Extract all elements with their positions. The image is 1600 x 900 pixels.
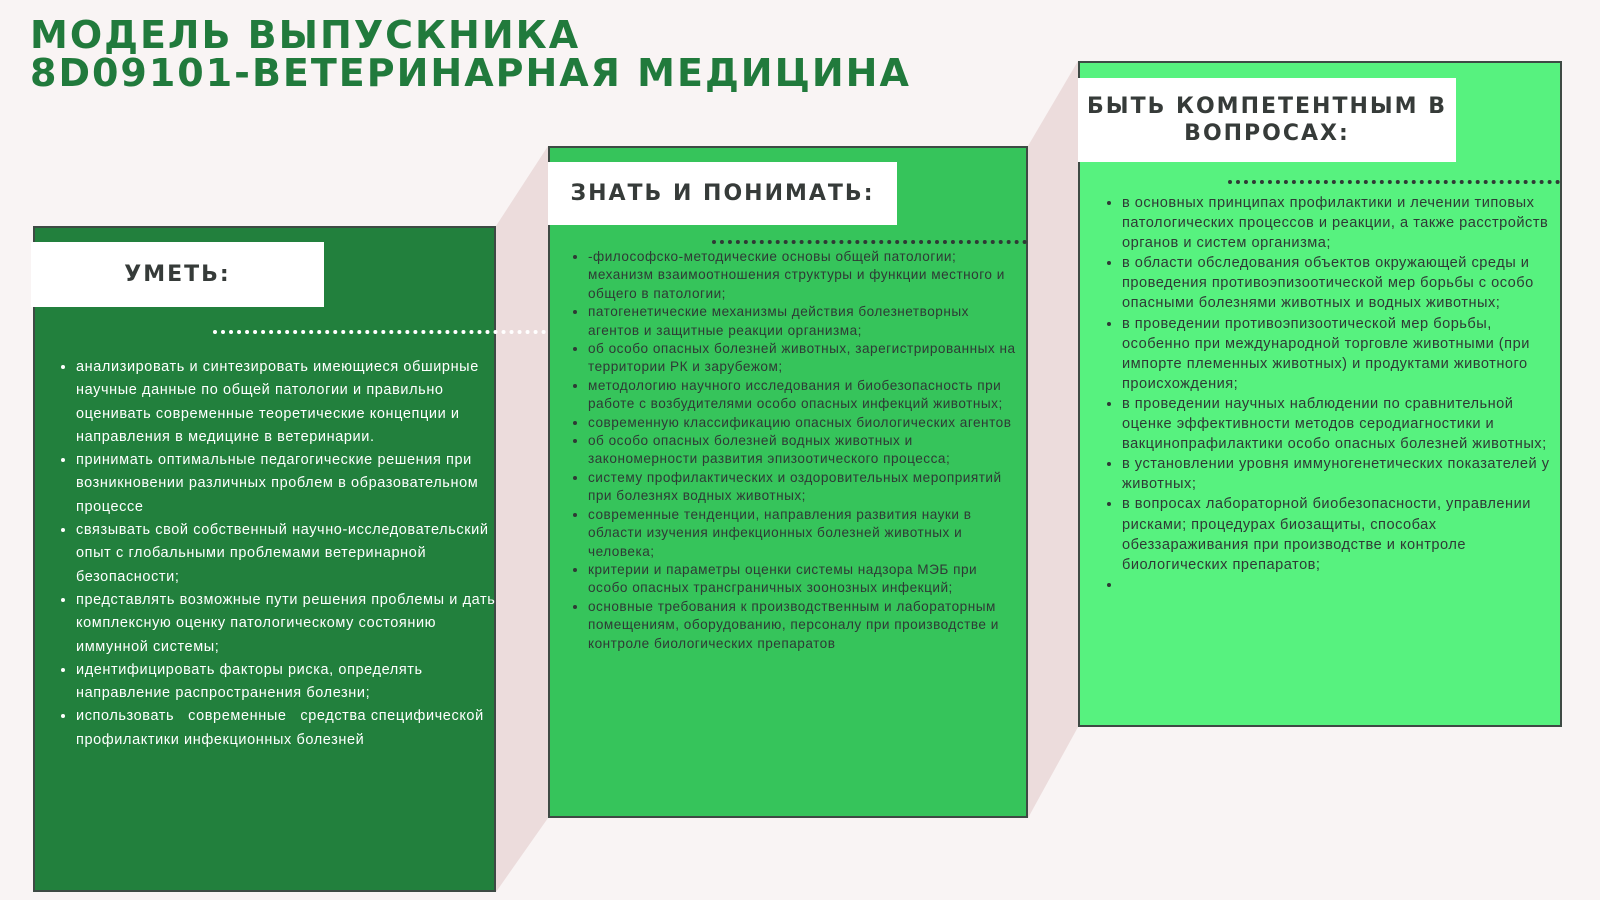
panel-skills-label: УМЕТЬ: (31, 242, 324, 307)
list-item: • -философско-методические основы общей патологии; механизм взаимоотношения структуры и функции местного и общего в патологии; (588, 248, 1018, 303)
dotted-divider (213, 330, 546, 334)
competence-list (1104, 193, 1562, 595)
list-item: • в основных принципах профилактики и лечении типовых патологических процессов и реакции, а также расстройств органов и систем организма; (1122, 193, 1562, 253)
panel-knowledge-label: ЗНАТЬ И ПОНИМАТЬ: (548, 162, 897, 225)
title-line-2: 8D09101-ВЕТЕРИНАРНАЯ МЕДИЦИНА (30, 51, 911, 95)
list-item: • патогенетические механизмы действия болезнетворных агентов и защитные реакции организма; (588, 303, 1018, 340)
list-item (1122, 575, 1562, 595)
list-item: • представлять возможные пути решения проблемы и дать комплексную оценку патологическому состоянию иммунной системы; (76, 589, 506, 659)
connector-2-3 (1028, 61, 1078, 818)
list-item: • анализировать и синтезировать имеющиеся обширные научные данные по общей патологии и правильно оценивать современные теоретические концепции и направления в медицине в ветеринарии. (76, 356, 506, 449)
list-item: • в вопросах лабораторной биобезопасности, управлении рисками; процедурах биозащиты, способах обеззараживания при производстве и контроле биологических препаратов; (1122, 494, 1562, 574)
dotted-divider (1228, 180, 1560, 184)
list-item: • идентифицировать факторы риска, определять направление распространения болезни; (76, 659, 506, 706)
dotted-divider (712, 240, 1027, 244)
list-item: • в установлении уровня иммуногенетических показателей у животных; (1122, 454, 1562, 494)
list-item: • об особо опасных болезней водных животных и закономерности развития эпизоотического процесса; (588, 432, 1018, 469)
list-item: • современные тенденции, направления развития науки в области изучения инфекционных болезней животных и человека; (588, 506, 1018, 561)
list-item: • принимать оптимальные педагогические решения при возникновении различных проблем в образовательном процессе (76, 449, 506, 519)
list-item: • основные требования к производственным и лабораторным помещениям, оборудованию, персоналу при производстве и контроле биологических препаратов (588, 598, 1018, 653)
list-item: • об особо опасных болезней животных, зарегистрированных на территории РК и зарубежом; (588, 340, 1018, 377)
knowledge-list (570, 248, 1018, 653)
list-item: • в области обследования объектов окружающей среды и проведения противоэпизоотической мер борьбы с особо опасными болезнями животных и водных животных; (1122, 253, 1562, 313)
page-title (30, 13, 911, 95)
list-item: • связывать свой собственный научно-исследовательский опыт с глобальными проблемами ветеринарной безопасности; (76, 519, 506, 589)
panel-competence-label: БЫТЬ КОМПЕТЕНТНЫМ В ВОПРОСАХ: (1078, 78, 1456, 162)
list-item: • в проведении противоэпизоотической мер борьбы, особенно при международной торговле животными (при импорте племенных животных) и продуктами животного происхождения; (1122, 314, 1562, 394)
list-item: • современную классификацию опасных биологических агентов (588, 414, 1018, 432)
list-item: • в проведении научных наблюдении по сравнительной оценке эффективности методов серодиагностики и вакцинопрафилактики особо опасных болезней животных; (1122, 394, 1562, 454)
list-item: • методологию научного исследования и биобезопасность при работе с возбудителями особо опасных инфекций животных; (588, 377, 1018, 414)
title-line-1: МОДЕЛЬ ВЫПУСКНИКА (30, 13, 581, 57)
skills-list (58, 356, 506, 752)
list-item: • систему профилактических и оздоровительных мероприятий при болезнях водных животных; (588, 469, 1018, 506)
list-item: • использовать современные средства специфической профилактики инфекционных болезней (76, 705, 506, 752)
list-item: • критерии и параметры оценки системы надзора МЭБ при особо опасных трансграничных зоонозных инфекций; (588, 561, 1018, 598)
